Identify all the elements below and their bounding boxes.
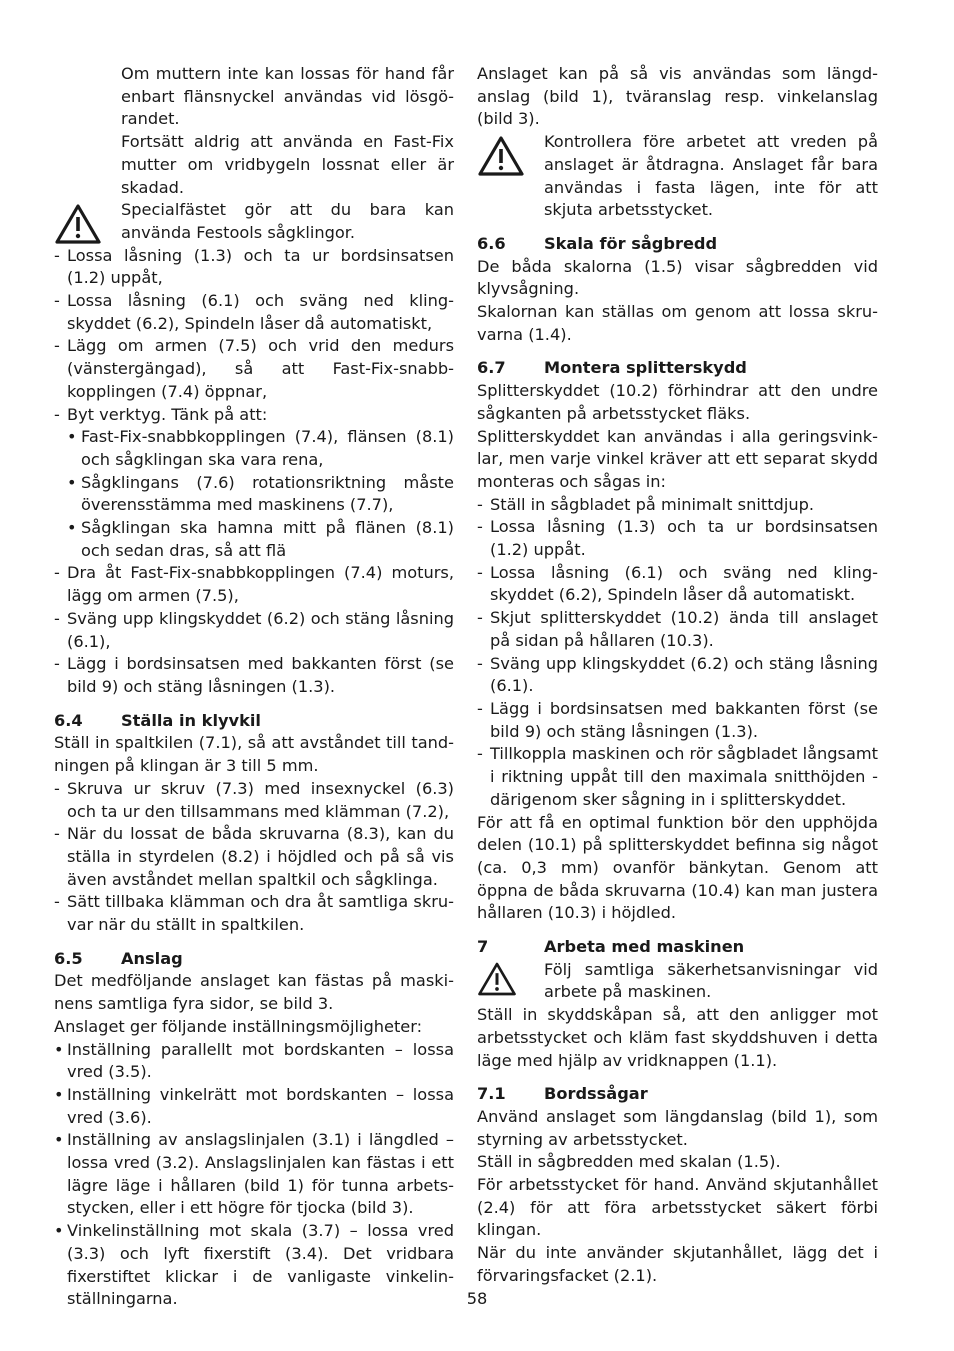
- paragraph: För att få en optimal funktion bör den upphöjda delen (10.1) på splitterskyddet befinna sig något (ca. 0,3 mm) ovanför bänkytan. Genom att öppna de båda skruvarna (10.4) kan man justera hållaren (10.3) i höjdled.: [477, 812, 878, 923]
- section-heading: [477, 233, 878, 256]
- section-number: 6.6: [477, 233, 506, 253]
- list-item: • Inställning av anslagslinjalen (3.1) i längdled – lossa vred (3.2). Anslagslinjalen kan fästas i ett lägre läge i hållaren (bild 1) för tunna arbetsstycken, eller i ett högre för tjocka (bild 3).: [54, 1129, 454, 1220]
- paragraph: För arbetsstycket för hand. Använd skjutanhållet (2.4) för att föra arbetsstycket säkert förbi klingan.: [477, 1175, 878, 1240]
- list-item: - Sväng upp klingskyddet (6.2) och stäng låsning (6.1).: [477, 653, 878, 698]
- section-number: 6.7: [477, 358, 506, 378]
- section-title: Skala för sågbredd: [544, 233, 718, 253]
- paragraph: Splitterskyddet kan användas i alla geringsvinklar, men varje vinkel kräver att ett separat skydd monteras och sågas in:: [477, 426, 878, 491]
- warning-note: [477, 131, 878, 222]
- section-heading: [54, 710, 454, 733]
- section-title: Bordssågar: [544, 1084, 648, 1104]
- list-item: - När du lossat de båda skruvarna (8.3), kan du ställa in styrdelen (8.2) i höjdled och på så vis även avståndet mellan spaltkil och sågklinga.: [54, 823, 454, 891]
- section-heading: [54, 948, 454, 971]
- paragraph: Skalornan kan ställas om genom att lossa skruvarna (1.4).: [477, 302, 878, 344]
- paragraph: Splitterskyddet (10.2) förhindrar att den undre sågkanten på arbetsstycket fläks.: [477, 381, 878, 423]
- warning-note: [477, 959, 878, 1004]
- left-column: [54, 63, 454, 1311]
- section-heading: [477, 1083, 878, 1106]
- warning-triangle-icon: [54, 203, 102, 245]
- step-list: [54, 245, 454, 699]
- paragraph: Anslaget kan på så vis användas som längd-anslag (bild 1), tväranslag resp. vinkelanslag (bild 3).: [477, 64, 878, 129]
- list-item: - Sväng upp klingskyddet (6.2) och stäng låsning (6.1),: [54, 608, 454, 653]
- paragraph: Använd anslaget som längdanslag (bild 1), som styrning av arbetsstycket.: [477, 1106, 878, 1149]
- list-item: - Lägg om armen (7.5) och vrid den medurs (vänstergängad), så att Fast-Fix-snabb-kopplingen (7.4) öppnar,: [54, 335, 454, 403]
- paragraph: Ställ in sågbredden med skalan (1.5).: [477, 1152, 781, 1172]
- section-title: Montera splitterskydd: [544, 358, 747, 378]
- list-item: - Lägg i bordsinsatsen med bakkanten först (se bild 9) och stäng låsningen (1.3).: [477, 698, 878, 743]
- warning-text: Specialfästet gör att du bara kan använda Festools sågklingor.: [121, 200, 454, 242]
- sub-list-item: • Fast-Fix-snabbkopplingen (7.4), flänsen (8.1) och sågklingan ska vara rena,: [67, 426, 454, 471]
- warning-triangle-icon: [477, 961, 517, 997]
- list-item: - Dra åt Fast-Fix-snabbkopplingen (7.4) moturs, lägg om armen (7.5),: [54, 562, 454, 607]
- paragraph: Det medföljande anslaget kan fästas på maskinens samtliga fyra sidor, se bild 3.: [54, 971, 454, 1014]
- list-item: [54, 404, 454, 563]
- paragraph: De båda skalorna (1.5) visar sågbredden vid klyvsågning.: [477, 256, 878, 299]
- section-title: Anslag: [121, 948, 183, 968]
- list-item: - Skruva ur skruv (7.3) med insexnyckel (6.3) och ta ur den tillsammans med klämman (7.2),: [54, 778, 454, 823]
- paragraph: Ställ in spaltkilen (7.1), så att avståndet till tandningen på klingan är 3 till 5 mm.: [54, 733, 454, 776]
- list-item-text: Byt verktyg. Tänk på att:: [67, 404, 268, 424]
- list-item: - Lossa låsning (6.1) och sväng ned kling-skyddet (6.2), Spindeln låser då automatiskt.: [477, 562, 878, 607]
- warning-note: [54, 199, 454, 244]
- step-list: [477, 494, 878, 812]
- list-item: - Skjut splitterskyddet (10.2) ända till anslaget på sidan på hållaren (10.3).: [477, 607, 878, 652]
- section-number: 6.5: [54, 948, 83, 968]
- section-number: 7: [477, 937, 489, 957]
- section-number: 7.1: [477, 1084, 506, 1104]
- section-heading: [477, 357, 878, 380]
- list-item: • Inställning parallellt mot bordskanten – lossa vred (3.5).: [54, 1039, 454, 1084]
- section-heading: [477, 936, 878, 959]
- warning-triangle-icon: [477, 135, 525, 177]
- sub-list: [67, 426, 454, 562]
- list-item: - Lossa låsning (1.3) och ta ur bordsinsatsen (1.2) uppåt.: [477, 516, 878, 561]
- sub-list-item: • Sågklingan ska hamna mitt på flänen (8.1) och sedan dras, så att flä: [67, 517, 454, 562]
- list-item: - Lossa låsning (1.3) och ta ur bordsinsatsen (1.2) uppåt,: [54, 245, 454, 290]
- paragraph: Ställ in skyddskåpan så, att den anligger mot arbetsstycket och kläm fast skyddshuven i detta läge med hjälp av vridknappen (1.1).: [477, 1005, 878, 1070]
- section-number: 6.4: [54, 710, 83, 730]
- right-column: [477, 63, 878, 1288]
- list-item: - Lossa låsning (6.1) och sväng ned kling-skyddet (6.2), Spindeln låser då automatiskt,: [54, 290, 454, 335]
- paragraph: Anslaget ger följande inställningsmöjligheter:: [54, 1016, 423, 1036]
- list-item: - Ställ in sågbladet på minimalt snittdjup.: [477, 494, 878, 517]
- paragraph: När du inte använder skjutanhållet, lägg det i förvaringsfacket (2.1).: [477, 1243, 878, 1285]
- list-item: - Sätt tillbaka klämman och dra åt samtliga skruvar när du ställt in spaltkilen.: [54, 891, 454, 936]
- list-item: • Vinkelinställning mot skala (3.7) – lossa vred (3.3) och lyft fixerstift (3.4). Det vridbara fixerstiftet klickar i de vanligaste vinkelin-ställningarna.: [54, 1220, 454, 1311]
- warning-text: Följ samtliga säkerhetsanvisningar vid arbete på maskinen.: [544, 959, 878, 1002]
- list-item: - Tillkoppla maskinen och rör sågbladet långsamt i riktning uppåt till den maximala snitthöjden - därigenom sker sågning in i splitterskyddet.: [477, 743, 878, 811]
- list-item: - Lägg i bordsinsatsen med bakkanten först (se bild 9) och stäng låsningen (1.3).: [54, 653, 454, 698]
- sub-list-item: • Sågklingans (7.6) rotationsriktning måste överensstämma med maskinens (7.7),: [67, 472, 454, 517]
- warning-text: Kontrollera före arbetet att vreden på anslaget är åtdragna. Anslaget får bara användas i fasta lägen, inte för att skjuta arbetsstycket.: [544, 132, 878, 220]
- section-title: Arbeta med maskinen: [544, 937, 745, 957]
- page-number: 58: [466, 1289, 488, 1308]
- bullet-list: [54, 1039, 454, 1311]
- step-list: [54, 778, 454, 937]
- list-item: • Inställning vinkelrätt mot bordskanten – lossa vred (3.6).: [54, 1084, 454, 1129]
- section-title: Ställa in klyvkil: [121, 710, 261, 730]
- paragraph: Fortsätt aldrig att använda en Fast-Fix mutter om vridbygeln lossnat eller är skadad.: [121, 132, 454, 197]
- paragraph: Om muttern inte kan lossas för hand får enbart flänsnyckel användas vid lösgörandet.: [121, 64, 454, 129]
